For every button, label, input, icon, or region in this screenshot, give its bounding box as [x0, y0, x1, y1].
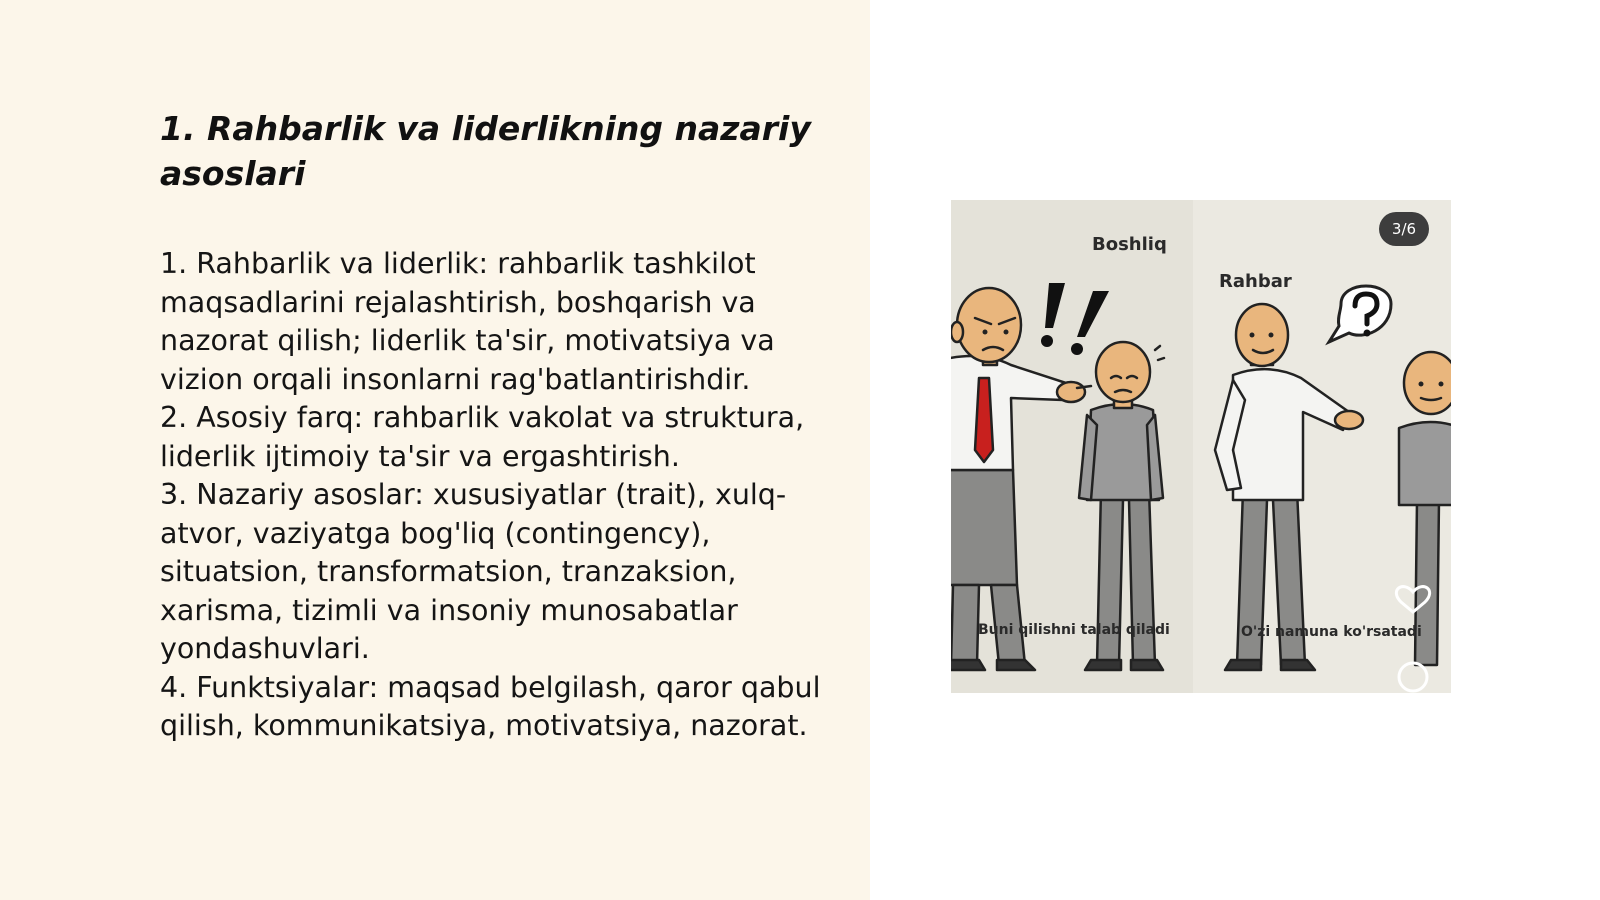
paragraph-1: 1. Rahbarlik va liderlik: rahbarlik tashkilot maqsadlarini rejalashtirish, boshqarish va nazorat qilish; liderlik ta'sir, motivatsiya va vizion orqali insonlarni rag'batlantirishdir.	[160, 247, 775, 396]
paragraph-2: 2. Asosiy farq: rahbarlik vakolat va struktura, liderlik ijtimoiy ta'sir va ergashtirish.	[160, 401, 805, 473]
question-bubble-icon	[1329, 286, 1391, 342]
leader-figure	[1215, 304, 1363, 670]
caption-right: O'zi namuna ko'rsatadi	[1241, 624, 1422, 640]
boss-label: Boshliq	[1092, 234, 1167, 255]
slide-body	[160, 245, 840, 746]
leader-label: Rahbar	[1219, 271, 1292, 292]
page-badge: 3/6	[1379, 212, 1429, 246]
subordinate-figure-right	[1399, 352, 1451, 665]
exclamation-icon	[1041, 283, 1109, 355]
caption-left: Buni qilishni talab qiladi	[978, 622, 1170, 638]
paragraph-4: 4. Funktsiyalar: maqsad belgilash, qaror qabul qilish, kommunikatsiya, motivatsiya, nazorat.	[160, 670, 821, 742]
paragraph-3: 3. Nazariy asoslar: xususiyatlar (trait), xulq-atvor, vaziyatga bog'liq (contingency), situatsion, transformatsion, tranzaksion, xarisma, tizimli va insoniy munosabatlar yondashuvlari.	[160, 478, 787, 665]
slide-title: 1. Rahbarlik va liderlikning nazariy asoslari	[160, 109, 811, 193]
subordinate-figure-left	[1079, 342, 1164, 670]
circle-icon	[1399, 663, 1427, 691]
boss-vs-leader-illustration	[951, 200, 1451, 693]
boss-figure	[951, 288, 1091, 670]
illustration-figures	[951, 200, 1451, 693]
